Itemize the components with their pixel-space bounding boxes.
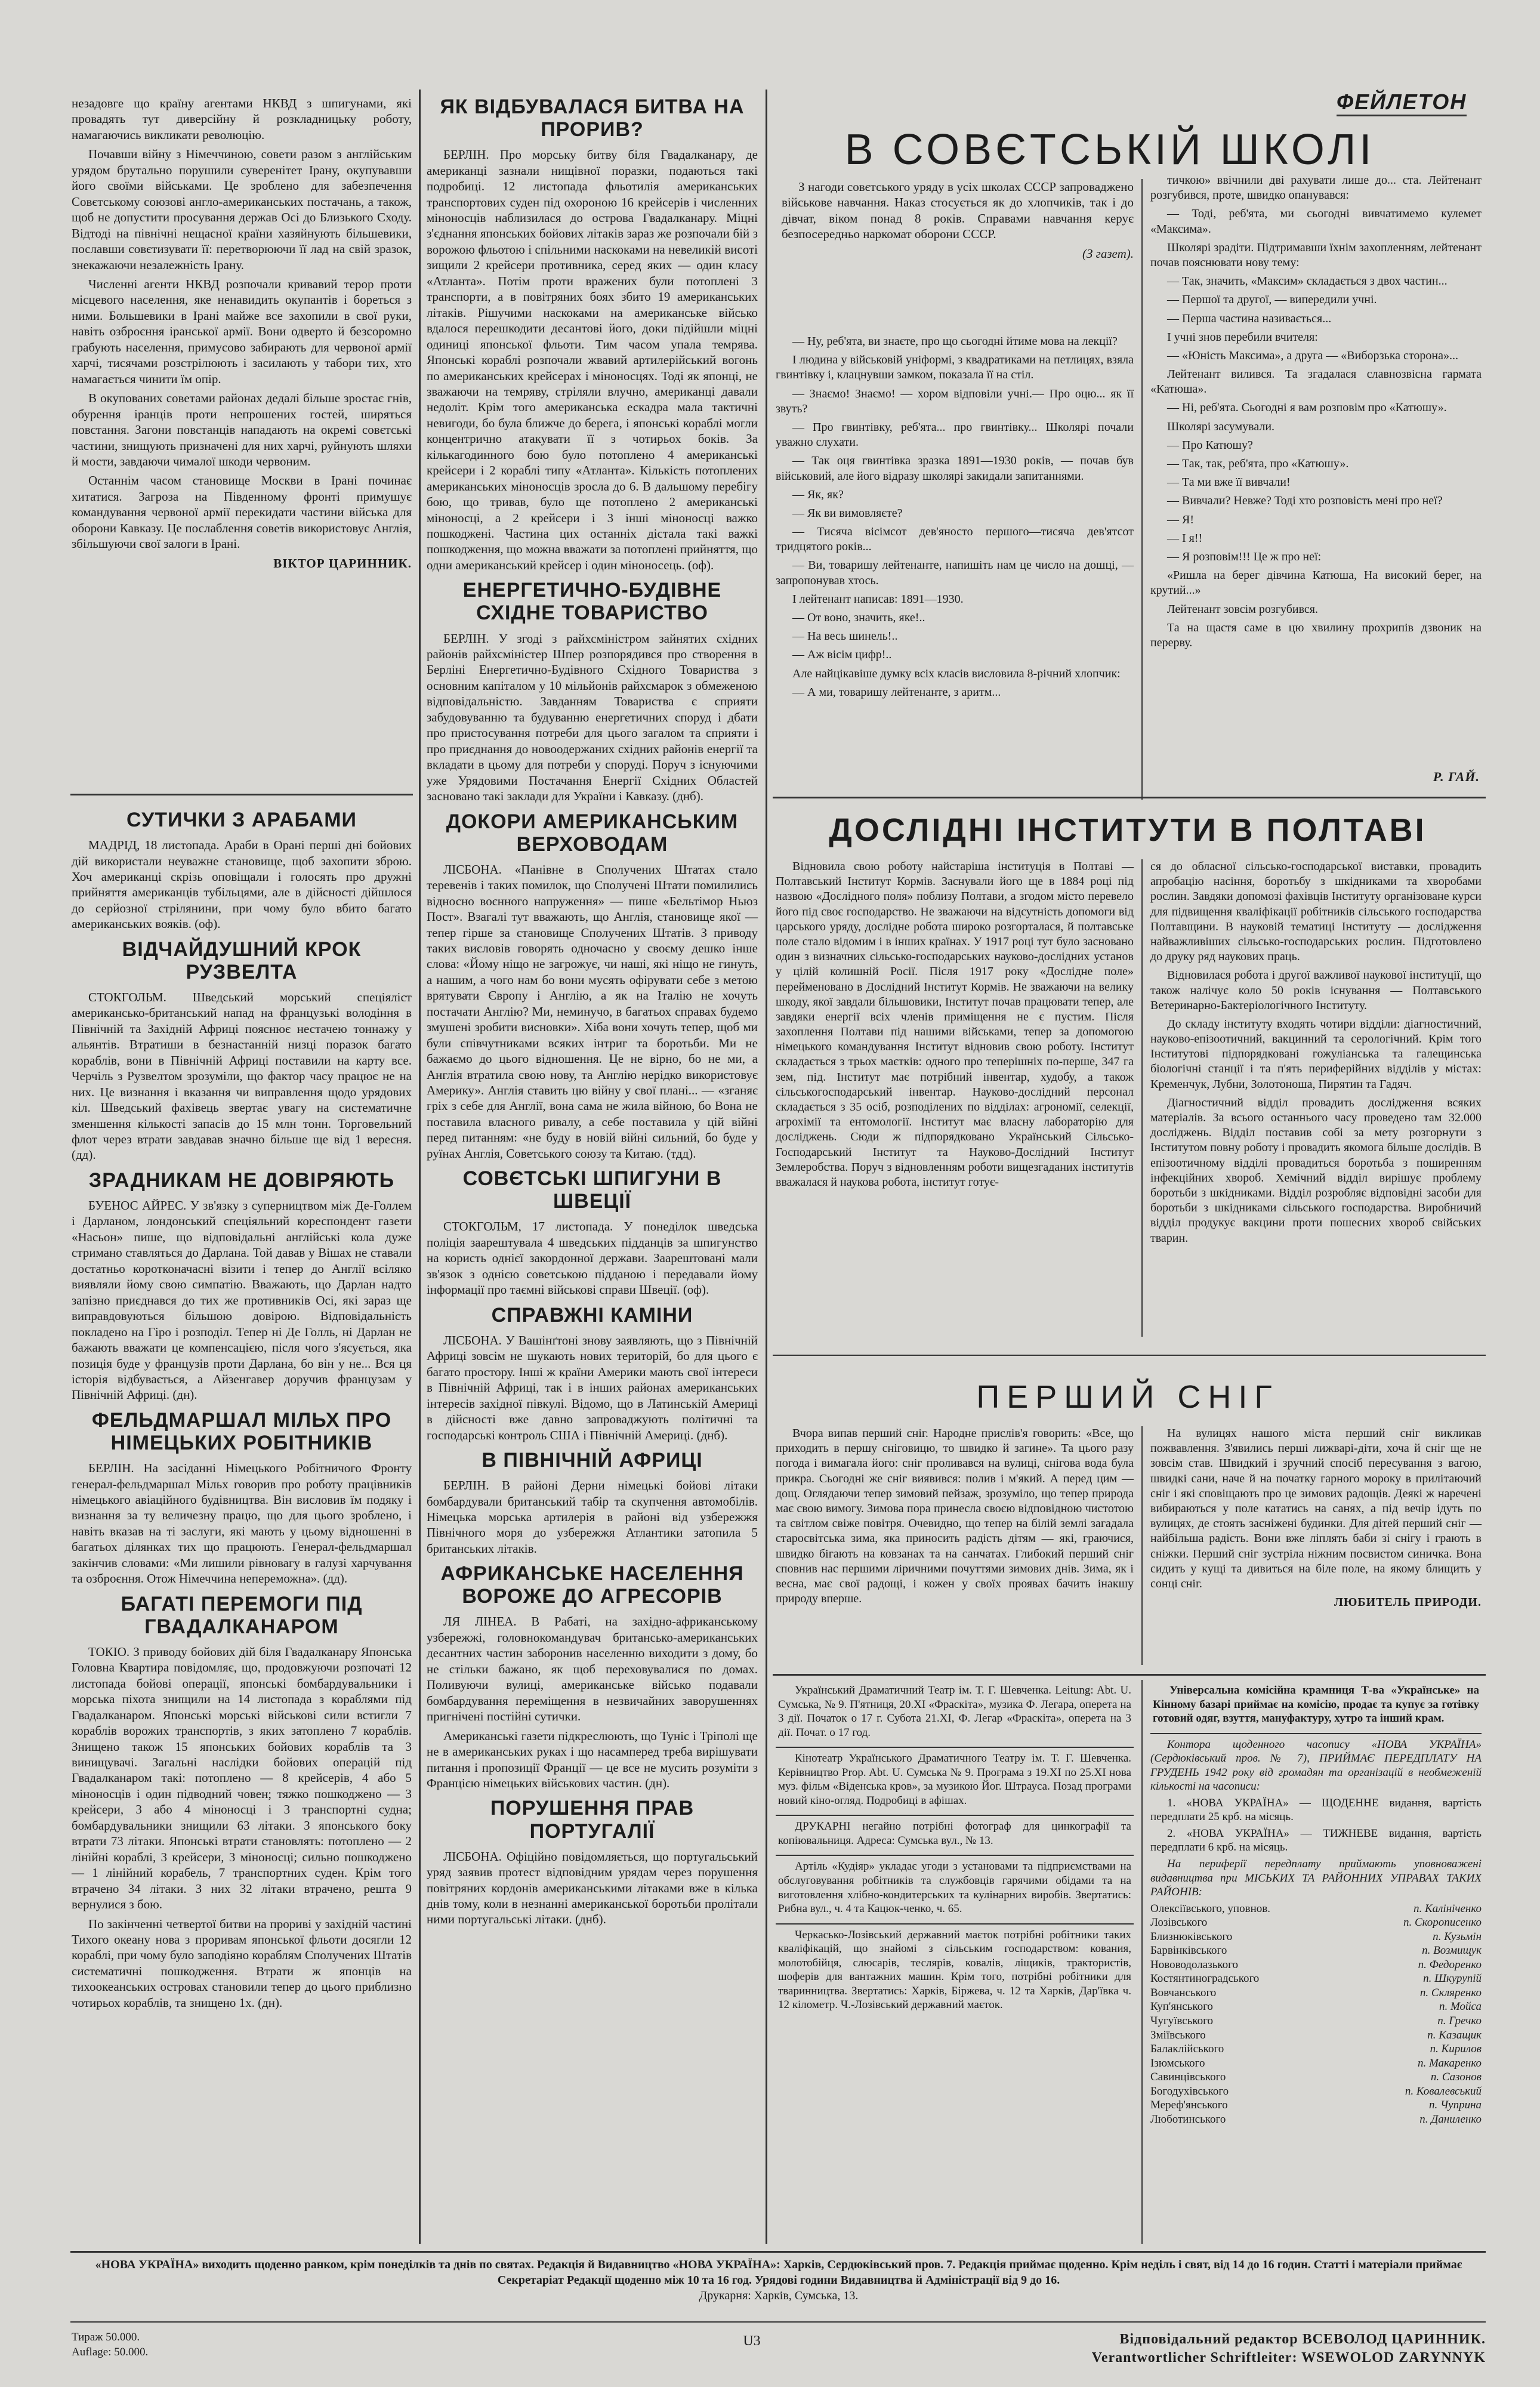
author-signature: Р. ГАЙ.: [1433, 769, 1480, 784]
headline: ЯК ВІДБУВАЛАСЯ БИТВА НА ПРОРИВ?: [440, 95, 745, 141]
district-agent: п. Сазонов: [1430, 2071, 1482, 2084]
ad-subscription: Контора щоденного часопису «НОВА УКРАЇНА» (Сердюківський пров. № 7), ПРИЙМАЄ ПЕРЕДПЛАТУ НА ГРУДЕНЬ 1942 року від громадян та організацій в необмеженій кількості на часописи:: [1150, 1738, 1482, 1793]
dialogue-line: «Ришла на берег дівчина Катюша, На високий берег, на крутий...»: [1150, 569, 1482, 597]
printing-house: Друкарня: Харків, Сумська, 13.: [699, 2289, 859, 2302]
ad-text: Кінотеатр Українського Драматичного Театру ім. Т. Г. Шевченка. Керівництво Prop. Abt. U. Сумська № 9. Програма з 19.XI по 25.XI нова муз. фільм «Віденська кров», за музикою Йог. Штрауса. Позад програми новий кіно-огляд. Подробиці в афішах.: [778, 1752, 1131, 1807]
district-row: [1150, 1916, 1482, 1930]
divider: [773, 1355, 1486, 1356]
dialogue-line: — Перша частина називається...: [1167, 312, 1332, 325]
district-name: Куп'янського: [1150, 2000, 1213, 2013]
column-divider: [766, 90, 767, 2244]
ad-text: Артіль «Кудіяр» укладає угоди з установами та підприємствами на обслуговування робітників та службовців гарячими обідами та на виготовлення хлібно-кондитерських та кулінарних виробів. Звертатись: Рибна вул., ч. 4 та Кацюк-ченко, ч. 65.: [778, 1860, 1131, 1916]
dialogue-line: Лейтенант вилився. Та згадалася славнозвісна гармата «Катюша».: [1150, 368, 1482, 396]
district-agent: п. Скляренко: [1419, 1986, 1482, 1999]
divider: [70, 794, 413, 795]
district-row: [1150, 1986, 1482, 2000]
headline: ЕНЕРГЕТИЧНО-БУДІВНЕ СХІДНЕ ТОВАРИСТВО: [462, 579, 722, 625]
feuilleton-right: [1150, 173, 1482, 654]
dialogue-line: — Ви, товаришу лейтенанте, напишіть нам це число на дошці, — запропонував хтось.: [776, 559, 1134, 587]
district-row: [1150, 2070, 1482, 2084]
district-name: Нововодолазького: [1150, 1958, 1238, 1971]
ad-text: Черкасько-Лозівський державний маєток потрібні робітники таких кваліфікацій, що знайомі з сільським господарством: кования, молотобійця, слюсарів, теслярів, ковалів, ліщиків, трактористів, шоферів для вантажних машин. Крім того, потрібні робітники для тваринництва. Звертатись: Харків, Біржева, ч. 12 та Харків, Дар'ївка ч. 12 кілометр. Ч.-Лозівський державний маєток.: [778, 1928, 1131, 2012]
snow-title: ПЕРШИЙ СНІГ: [976, 1379, 1279, 1415]
dialogue-line: І лейтенант написав: 1891—1930.: [792, 592, 964, 606]
district-row: [1150, 1944, 1482, 1958]
district-agent: п. Скорописенко: [1403, 1916, 1482, 1929]
ad-kinny: [1150, 1680, 1482, 1734]
district-row: [1150, 1930, 1482, 1944]
dialogue-line: — Першої та другої, — випередили учні.: [1167, 293, 1377, 307]
editor-de: Verantwortlicher Schriftleiter: WSEWOLOD ZARYNNYK: [1091, 2350, 1486, 2366]
ad-text: Український Драматичний Театр ім. Т. Г. Шевченка. Leitung: Abt. U. Сумська, № 9. П'ятниця, 20.XI «Фраскіта», музика Ф. Легара, оперета на 3 дії. Початок о 17 г. Субота 21.XI, Ф. Легар «Фраскіта», оперета на 3 дії. Почат. о 17 год.: [778, 1684, 1131, 1739]
author-signature: ВІКТОР ЦАРИННИК.: [273, 556, 412, 570]
article-text: По закінченні четвертої битви на прориві у західній частині Тихого океану нова з проривам японської фльоти досягли 12 кораблі, при чому було заподіяно кораблям Сполучених Штатів систематичні пошкодження. Втрати ж японців на тихоокеанських островах становили тепер до цього приблизно чотирьох кораблів, та знищено 1х. (дн).: [72, 1916, 412, 2010]
column-divider: [1141, 1680, 1143, 2244]
district-list: [1150, 1902, 1482, 2127]
dialogue-line: І людина у військовій уніформі, з квадратиками на петлицях, взяла гвинтівку і, клацнувши замком, показала її на стіл.: [776, 353, 1134, 382]
ads-left: [776, 1680, 1134, 2019]
article-text: БЕРЛІН. У згоді з райхсміністром зайнятих східних районів райхсміністер Шпер розпорядився про створення в Берліні Енергетично-Будівного Східного Товариства з основним капіталом у 10 мільйонів райхсмарок з обмеженою відповідальністю. Завданням Товариства є сприяти забудовуванню та будуванню енергетичних споруд і дбати про пристосування потреби для цього загалом та сприяти і про приєднання до новоодержаних східних районів енергії та вкладати в цьому для потреби у споруді. Поруч з існуючими уже Урядовими Постачання Енергії Східних Областей засновано такі заклади для України і Кавказу. (днб).: [427, 631, 758, 804]
dialogue-line: — Та ми вже її вивчали!: [1167, 476, 1291, 489]
article-text: Відновилася робота і другої важливої наукової інституції, що також налічує коло 50 років існування — Полтавського Ветеринарно-Бактеріологічного Інституту.: [1150, 969, 1482, 1012]
district-row: [1150, 2084, 1482, 2099]
dialogue-line: Школярі засумували.: [1167, 420, 1275, 433]
divider: [70, 2321, 1486, 2323]
headline: ПОРУШЕННЯ ПРАВ ПОРТУГАЛІЇ: [490, 1797, 695, 1843]
dialogue-line: — Тисяча вісімсот дев'яносто першого—тисяча дев'ятсот тридцятого років...: [776, 525, 1134, 554]
ad-item: На периферії передплату приймають уповноважені видавництва при МІСЬКИХ ТА РАЙОННИХ УПРАВАХ ТАКИХ РАЙОНІВ:: [1150, 1858, 1482, 1899]
headline: БАГАТІ ПЕРЕМОГИ ПІД ГВАДАЛКАНАРОМ: [121, 1592, 363, 1638]
headline: СУТИЧКИ З АРАБАМИ: [126, 809, 357, 831]
dialogue-line: — Так оця гвинтівка зразка 1891—1930 років, — почав був військовий, але його відразу школярі закидали запитаннями.: [776, 454, 1134, 483]
dialogue-line: — На весь шинель!..: [792, 630, 898, 643]
ad-cinema: [776, 1748, 1134, 1816]
dialogue-line: Але найцікавіше думку всіх класів висловила 8-річний хлопчик:: [792, 667, 1121, 680]
circulation-de: Auflage: 50.000.: [72, 2345, 149, 2358]
article-text: незадовге що країну агентами НКВД з шпигунами, які провадять тут диверсійну й розкладницьку роботу, намагаючись викликати революцію.: [72, 96, 412, 142]
column-divider: [1141, 179, 1143, 800]
dialogue-line: — Як ви вимовляєте?: [792, 506, 903, 520]
district-name: Лозівського: [1150, 1916, 1208, 1929]
district-name: Зміївського: [1150, 2028, 1206, 2041]
column-1-lower: [72, 803, 412, 2014]
dialogue-line: — Знаємо! Знаємо! — хором відповіли учні.— Про оцю... як її звуть?: [776, 387, 1134, 415]
article-text: СТОКГОЛЬМ. Шведський морський спеціяліст американсько-британський напад на французькі володіння в Північній та Західній Африці пояснює нестачею тоннажу у альянтів. Втратиши в безнастанній низці поразок багато кораблів, вони в Північній Африці поставили на карту все. Черчіль з Рузвелтом зрозуміли, що фактор часу працює не на них. Це визнання і вказання чи виправлення щодо урядових кіл. Шведський фахівець звертає увагу на систематичне зменшення кількості запасів до 15 млн тонн. Торговельний флот через втрати завдавав значно більше ще від 1 вересня. (дд).: [72, 989, 412, 1162]
district-agent: п. Федоренко: [1418, 1958, 1482, 1971]
headline: ЗРАДНИКАМ НЕ ДОВІРЯЮТЬ: [88, 1168, 395, 1192]
epigraph: [782, 179, 1134, 261]
article-text: МАДРІД, 18 листопада. Араби в Орані перші дні бойових дій використали неуважне становище, щоб захопити зброю. Хоч американці скрізь оповіщали і голосять про дружні прийняття американців тубільцями, але в дійсності дійшлося до серйозної стрілянини, при чому було вбито багато американських вояків. (оф).: [72, 838, 412, 932]
dialogue-line: Школярі зрадіти. Підтримавши їхнім захопленням, лейтенант почав пояснювати нову тему:: [1150, 240, 1482, 269]
ad-item: 1. «НОВА УКРАЇНА» — ЩОДЕННЕ видання, вартість передплати 25 крб. на місяць.: [1150, 1796, 1482, 1824]
ad-cherkasy: [776, 1925, 1134, 2019]
article-text: Вчора випав перший сніг. Народне прислів'я говорить: «Все, що приходить в першу сніговицю, то швидко й загине». Та цього разу погода і вимагала його: сніг проливався на вулиці, снігова вода була прикра. Сьогодні же сніг виявився: полив і м'який. А перед цим — дощ. Оглядаючи тепер зимовий пейзаж, зрозуміло, що тепер природа має свою вимогу. Зимова пора принесла своєю відповідною чистотою та світлом свіже повітря. Очевидно, що тепер на білій землі загадала старосвітська зима, яка приносить радість дітям — які, граючися, швидко бігають на ковзанах та на санчатах. Глибокий перший сніг сповнив нас першими ліричними почуттями зимових днів. Зима, як і весна, має свої радощі, і кожен у своїх проявах бачить інакшу природу вперше.: [776, 1427, 1134, 1606]
column-1: [72, 95, 412, 571]
poltava-title: ДОСЛІДНІ ІНСТИТУТИ В ПОЛТАВІ: [829, 812, 1427, 848]
district-agent: п. Калініченко: [1414, 1902, 1482, 1915]
district-agent: п. Даниленко: [1419, 2112, 1482, 2126]
column-divider: [1141, 859, 1143, 1337]
ad-theatre: [776, 1680, 1134, 1748]
headline: СПРАВЖНІ КАМІНИ: [491, 1303, 693, 1327]
ad-artil: [776, 1856, 1134, 1924]
dialogue-line: — Так, значить, «Максим» складається з двох частин...: [1167, 275, 1448, 288]
article-text: ЛІСБОНА. «Панівне в Сполучених Штатах стало теревенів і таких помилок, що Сполучені Штати помилились відносно воєнного напруження» — пише «Бельтімор Ньюз Пост». Взагалі тут вважають, що Англія, становище якої — тепер гірше за становище Сполучених Штатів. З приводу таких висловів говорять одночасно у своєму дешко інше слова: «Йому ніщо не загрожує, чи наші, які ніщо не гинуть, а нашим, а чого нам бо вони мусять офірувати себе з метою врятувати Європу і Англію, а як на Італію не хочуть постачати Англію? Ми, неминучо, в багатьох справах будемо змушені зробити висновки». Хіба вони хочуть тепер, щоб ми були співчутниками всяких інтриг та боротьби. Ми не бажаємо до цього відношення. Це не вірно, бо не ми, а Англія втратила свою нову, та Англію нерідко використовує Америку». Англія ставить цю війну у свої плані... — «зганяє гріх з себе для Англії, вона сама не жила війною, бо Вона не поставила власного ривалу, а себе поставила у цій війні перед питанням: «не буду в новій війні сильний, бо буде у руїнах Англія, Советського союзу та Китаю. (тдд).: [427, 862, 758, 1161]
dialogue-line: І учні знов перебили вчителя:: [1167, 330, 1318, 344]
article-text: Останнім часом становище Москви в Ірані починає хитатися. Загроза на Південному фронті примушує командування червоної армії перекидати частини війська для оборони Кавказу. Це послаблення советів використовує Англія, збільшуючи свої залоги в Ірані.: [72, 473, 412, 551]
district-agent: п. Кузьмін: [1433, 1930, 1482, 1943]
dialogue-line: Лейтенант зовсім розгубився.: [1167, 602, 1318, 616]
district-agent: п. Возмищук: [1422, 1944, 1482, 1957]
poltava-right: [1150, 859, 1482, 1250]
dialogue-line: — А ми, товаришу лейтенанте, з аритм...: [792, 685, 1001, 699]
dialogue-line: — Тоді, реб'ята, ми сьогодні вивчатимемо кулемет «Максима».: [1150, 207, 1482, 236]
district-row: [1150, 1972, 1482, 1986]
district-agent: п. Макаренко: [1418, 2056, 1482, 2070]
district-name: Ізюмського: [1150, 2056, 1205, 2070]
article-text: ЛІСБОНА. Офіційно повідомляється, що португальський уряд заявив протест відповідним урядам через порушення повітряних кордонів американськими літаками вже в кілька днів тому, коли в незнанні американської боротьби пролітали ними португальські літаки. (днб).: [427, 1849, 758, 1927]
district-agent: п. Чуприна: [1429, 2099, 1482, 2112]
district-name: Савинцівського: [1150, 2071, 1226, 2084]
headline: В ПІВНІЧНІЙ АФРИЦІ: [482, 1448, 703, 1472]
article-text: ТОКІО. З приводу бойових дій біля Гвадалканару Японська Головна Квартира повідомляє, що, продовжуючи розпочаті 12 листопада бойові операції, японські бомбардувальники і морська піхота знищили на 14 листопада з кораблями під Гвадалканаром. Японські морські військові сили встигли 7 кораблів ворожих транспортів, з яких затоплено 7 кораблів. Знищено також 15 японських бойових кораблів та 3 винищувачі. Загальні наслідки бойових операцій під Гвадалканаром такі: потоплено — 8 крейсерів, 4 або 5 міноносців і один підводний човен; тяжко пошкоджено — 3 крейсери, 3 або 4 міноносці і 3 транспортні судна; бомбардувальники знищили 63 літаки. З японського боку втрати 73 літаки. Японські втрати становлять: потоплено — 2 лінійні кораблі, 3 крейсери, 3 міноносці; сильно пошкоджено — 1 лінійний корабель, 7 транспортних суден. Крім того втрачено 34 літаки. З них 32 літаки втрачено, решта 9 вернулися з бою.: [72, 1644, 412, 1912]
district-name: Мереф'янського: [1150, 2099, 1228, 2112]
article-text: На вулицях нашого міста перший сніг викликав пожвавлення. З'явились перші лижварі-діти, хоча й сніг ще не зовсім став. Швидкий і зручний спосіб пересування з вагою, швидкі сани, наче й на початку гарного мороку в прилітаючий сніг і які сповіщають про це зимових радощів. Деякі ж наречені вибираються у поле кататись на санях, а під вечір ідуть по вулицях, де стоять засніжені будинки. Для дітей перший сніг — найбільша радість. Вони вже ліплять баби зі снігу і грають в сніжки. Перший сніг зустріла ніжним посвистом синичка. Вона сидить у кущі та дивиться на біле поле, на якому блищить у сонці сніг.: [1150, 1427, 1482, 1590]
district-row: [1150, 2056, 1482, 2071]
district-name: Олексіївського, уповнов.: [1150, 1902, 1270, 1915]
dialogue-line: Та на щастя саме в цю хвилину прохрипів дзвоник на перерву.: [1150, 621, 1482, 649]
article-text: БУЕНОС АЙРЕС. У зв'язку з суперництвом між Де-Голлем і Дарланом, лондонський спеціяльний кореспондент газети «Насьон» пише, що відповідальні англійські кола дуже стримано ставляться до Дарлана. Той давав у Вішах не ставали достатньо коротконачасні візити і тепер до Англії всіляко виявляли йому свою симпатію. Вважають, що Дарлан надто запізно приєднався до тих же противників Осі, які зараз ще виправдовуються більшою довірою. Відповідальність покладено на Гіро і розподіл. Тепер ні Де Голль, ні Дарлан не бажають вважати це компенсацією, після чого з'ясується, яка позиція буде у французів проти Дарлана, бо він у не... Вся ця історія відбувається, а Айзенгавер доручив французам у Північній Африці. (дн).: [72, 1198, 412, 1402]
article-text: В окупованих советами районах дедалі більше зростає гнів, обурення іранців проти непрошених гостей, ширяться повстання. Загони повстанців нападають на окремі совєтські частини, знищують призначені для них харчі, руйнують шляхи й мости, завдаючи чималої шкоди червоним.: [72, 391, 412, 468]
district-name: Вовчанського: [1150, 1986, 1217, 1999]
article-text: БЕРЛІН. На засіданні Німецького Робітничого Фронту генерал-фельдмаршал Мільх говорив про роботу працівників німецького авіаційного будівництва. Він висловив їм подяку і визнання за ту величезну працю, що для цього зроблено, і навіть вказав на ті заслуги, які мають у цьому відношенні в багатьох ділянках тих що працюють. Генерал-фельдмаршал закінчив словами: «Ми лишили рівновагу в галузі харчування та озброєння. Отож Німеччина непереможна». (дд).: [72, 1461, 412, 1586]
ad-printers: [776, 1816, 1134, 1856]
dialogue-line: тичкою» ввічнили дві рахувати лише до... ста. Лейтенант розгубився, проте, швидко опанувався:: [1150, 174, 1482, 202]
editor: [895, 2330, 1486, 2367]
dialogue-line: — Вивчали? Невже? Тоді хто розповість мені про неї?: [1167, 494, 1443, 508]
circulation: [72, 2330, 251, 2360]
dialogue-line: — Так, так, реб'ята, про «Катюшу».: [1167, 457, 1349, 470]
dialogue-line: — І я!!: [1167, 531, 1203, 545]
dialogue-line: — Аж вісім цифр!..: [792, 648, 892, 662]
district-row: [1150, 1958, 1482, 1972]
snow-right: [1150, 1426, 1482, 1610]
epigraph-text: З нагоди совєтського уряду в усіх школах СССР запроваджено військове навчання. Наказ стосується як до хлопчиків, так і до дівчат, віком понад 8 років. Справами навчання керує безпосередньо наркомат оборони СССР.: [782, 180, 1134, 242]
dialogue-line: — Ну, реб'ята, ви знаєте, про що сьогодні йтиме мова на лекції?: [792, 335, 1118, 348]
dialogue-line: — От воно, значить, яке!..: [792, 611, 925, 624]
editor-ua: Відповідальний редактор ВСЕВОЛОД ЦАРИННИК.: [1119, 2332, 1486, 2347]
article-text: Діагностичний відділ провадить дослідження всяких матеріалів. За всього останнього часу проведено там 32.000 досліджень. Відділ поставив собі за мету розгорнути з Інститутом повну роботу і провадить якомога більше дослідів. В епізоотичному відділі провадиться боротьба з поширенням інфекційних хвороб. Хемічний відділ вирішує проблему боротьби з шкідниками. Відділ розробляє відповідні засоби для боротьби з шкідниками сільського господарства. Виробничий відділ продукує вакцини проти пошесних хвороб свійських тварин.: [1150, 1096, 1482, 1245]
article-text: СТОКГОЛЬМ, 17 листопада. У понеділок шведська поліція заарештувала 4 шведських підданців за шпигунство на користь однієї закордонної держави. Заарештовані мали зв'язок з однією советською підданою і передавали йому інформації про таємні військові справи Швеції. (оф).: [427, 1219, 758, 1297]
article-text: БЕРЛІН. Про морську битву біля Гвадалканару, де американці зазнали нищівної поразки, подаються такі подробиці. 12 листопада фльотилія американських транспортових суден під охороною 16 крейсерів і численних міноносців наблизилася до острова Гвадалканару. Міцні з'єднання японських бойових літаків зараз же розпочали бій з ворожою фльотою і спільними наскоками на невеликій висоті зищили 2 крейсери противника, серед яких — один класу «Атланта». Потім проти вражених були потоплені 3 транспорти, а в повітряних боях збито 19 американських літаків. Рішучими наскоками на американське військо вдалося перешкодити десантові його, доки підійшли міцні одиниці японської фльоти. Тим часом упала темрява. Японські кораблі розпочали жвавий артилерійський вогонь по американських крейсерах і міноносцях. Тоді як японці, не зважаючи на темряву, стріляли влучно, американці давали недоліт. Крім того американська ескадра мала тактичні невигоди, бо була ближче до берега, і японські кораблі могли концентрично атакувати її з чотирьох боків. За кількагодинного бою було потоплено 4 американські крейсери і 2 кораблі типу «Атланта». Кількість потоплених американських міноносців зросла до 6. В дальшому перебігу бою, що тривав, було ще потоплено 2 американські міноносці, а 2 крейсери і 3 інші міноносці важко пошкоджені. Частина цих останніх дістала такі важкі пошкодження, що можна вважати за потоплені прийняття, що одни американський крейсер і один міноносець. (оф).: [427, 147, 758, 572]
district-agent: п. Казащик: [1427, 2028, 1482, 2041]
dialogue-line: — Як, як?: [792, 488, 844, 501]
headline: СОВЄТСЬКІ ШПИГУНИ В ШВЕЦІЇ: [462, 1167, 722, 1213]
district-row: [1150, 2042, 1482, 2056]
article-text: Відновила свою роботу найстаріша інституція в Полтаві — Полтавський Інститут Кормів. Заснували його ще в 1884 році під назвою «Дослідного поля» поблизу Полтави, а згодом місто перевело його під своє господарство. Не зважаючи на відсутність допомоги від царського уряду, дослідне робота широко розгорталася, й полтавське поле стало відомим і в інших країнах. У 1917 році тут було засновано один з визначних сільсько-господарських науково-дослідних установ у цілій колишній Росії. Після 1917 року «Дослідне поле» перейменовано в Дослідний Інститут Кормів. Не зважаючи на велику шкоду, якої завдали більшовики, Інститут почав працювати тепер, але завдяки енергії всіх членів приміщення не є пустим. Після захоплення Полтави під нашими військами, тепер за допомогою німецького командування Інститут відновив свою роботу. Інститут складається з трьох маєтків: одного про теперішніх по-перше, 347 га зем, під. Інститут має потрібний інвентар, худобу, а також сільськогосподарський інвентар. Науково-дослідний персонал складається з 35 осіб, розподілених по відділах: агрономії, селекції, агрохімії та ентомології. Інститут має власну лабораторію для досліджень. Сюди ж підпорядковано Український Сільсько-Господарський Інститут та Науково-Дослідний Інститут Землеробства. Поруч з відновленням роботи вищезгаданих інститутів вважалася й наукова робота, інститут готує-: [776, 860, 1134, 1189]
district-name: Близнюківського: [1150, 1930, 1233, 1943]
ads-right: [1150, 1680, 1482, 2126]
dialogue-line: — Я!: [1167, 513, 1194, 526]
dialogue-line: — Про Катюшу?: [1167, 438, 1253, 452]
divider: [773, 797, 1486, 798]
section-tag: ФЕЙЛЕТОН: [1337, 90, 1467, 116]
district-row: [1150, 2000, 1482, 2014]
article-text: БЕРЛІН. В районі Дерни німецькі бойові літаки бомбардували британський табір та скупчення автомобілів. Німецька морська артилерія в районі від узбережжя Північного моря до узбережжя Атлантики затопила 5 британських літаків.: [427, 1478, 758, 1556]
article-text: До складу інституту входять чотири відділи: діагностичний, науково-епізоотичний, вакцинний та серологічний. Крім того Інститутові підпорядковані гожуліанська та галещинська біологічні станції і та п'ять периферійних відділів у містах: Кременчук, Лубни, Золотоноша, Пирятин та Гадяч.: [1150, 1017, 1482, 1091]
headline: АФРИКАНСЬКЕ НАСЕЛЕННЯ ВОРОЖЕ ДО АГРЕСОРІВ: [440, 1562, 744, 1608]
headline: ДОКОРИ АМЕРИКАНСЬКИМ ВЕРХОВОДАМ: [446, 810, 739, 856]
article-text: ся до обласної сільсько-господарської виставки, провадить апробацію насіння, боротьбу з шкідниками та хворобами рослин. Завдяки допомозі фахівців Інституту організоване курси для підвищення кваліфікації робітників сільського господарства Полтавщини. В науковій тематиці Інституту — дослідження найважливіших сільсько-господарських рослин. Підготовлено до друку ряд наукових праць.: [1150, 860, 1482, 964]
article-text: Почавши війну з Німеччиною, совети разом з англійським урядом брутально порушили суверенітет Ірану, окупувавши його своїми військами. Це зроблено для забезпечення Совєтському союзові англо-американських постачань, а також, щоб не допустити просування держав Осі до Близького Сходу. Відтоді на північні нещасної країни хазяйнують більшевики, пославши совєтизувати її: перетворюючи її лад на свій зразок, знекажаючи незалежність Ірану.: [72, 147, 412, 272]
headline: ФЕЛЬДМАРШАЛ МІЛЬХ ПРО НІМЕЦЬКИХ РОБІТНИКІВ: [91, 1408, 392, 1454]
district-name: Чугуївського: [1150, 2015, 1213, 2028]
district-name: Люботинського: [1150, 2112, 1226, 2126]
article-text: ЛІСБОНА. У Вашінґтоні знову заявляють, що з Північній Африці зовсім не шукають нових територій, бо для цього є багато простору. Інші ж країни Америки мають свої інтереси в Північній Африці, так і в інших районах американських інтересів західної півкулі. Відомо, що в Латинській Америці в дійсності вже давно запроваджують політичні та господарські контроль США і Північній Америці. (днб).: [427, 1333, 758, 1442]
divider: [773, 1674, 1486, 1676]
district-agent: п. Гречко: [1437, 2015, 1482, 2028]
district-agent: п. Ковалевський: [1405, 2084, 1482, 2098]
column-divider: [1141, 1426, 1143, 1665]
poltava-left: [776, 859, 1134, 1194]
dialogue-line: — «Юність Максима», а друга — «Виборзька сторона»...: [1167, 349, 1458, 362]
dialogue-line: — Ні, реб'ята. Сьогодні я вам розповім про «Катюшу».: [1167, 401, 1447, 415]
district-row: [1150, 2014, 1482, 2028]
district-row: [1150, 2028, 1482, 2043]
district-name: Балаклійського: [1150, 2043, 1224, 2056]
dialogue-line: — Я розповім!!! Це ж про неї:: [1167, 550, 1322, 563]
imprint: [72, 2257, 1486, 2303]
district-agent: п. Шкурупій: [1423, 1972, 1482, 1985]
epigraph-source: (З газет).: [1082, 246, 1134, 261]
page-code: U3: [743, 2333, 761, 2349]
snow-left: [776, 1426, 1134, 1610]
district-name: Богодухівського: [1150, 2084, 1229, 2098]
article-text: Численні агенти НКВД розпочали кривавий терор проти місцевого населення, яке ненавидить окупантів і бореться з ними. Большевики в Ірані майже все захопили в свої руки, навіть озброєння іранської армії. Вони одверто й безсоромно грабують населення, примусово забирають для червоної армії харчі, тисячами розстрілюють і засилають у табори тих, хто намагається чинити їм опір.: [72, 276, 412, 386]
district-agent: п. Кирилов: [1430, 2043, 1482, 2056]
district-agent: п. Мойса: [1439, 2000, 1482, 2013]
article-text: Американські газети підкреслюють, що Туніс і Тріполі ще не в американських руках і що насамперед треба вирішувати питання і пропозиції Франції — це все не мусить розуміти з Францією німецьких військових частин. (дн).: [427, 1728, 758, 1790]
author-signature: ЛЮБИТЕЛЬ ПРИРОДИ.: [1334, 1596, 1482, 1609]
district-name: Барвінківського: [1150, 1944, 1227, 1957]
ad-text: ДРУКАРНІ негайно потрібні фотограф для цинкографії та копіювальниця. Адреса: Сумська вул., № 13.: [778, 1820, 1131, 1847]
district-row: [1150, 2112, 1482, 2127]
ad-text: Універсальна комісійна крамниця Т-ва «Українське» на Кінному базарі приймає на комісію, продає та купує за готівку готовий одяг, взуття, мануфактуру, хутро та інший крам.: [1153, 1684, 1479, 1725]
ad-item: 2. «НОВА УКРАЇНА» — ТИЖНЕВЕ видання, вартість передплати 6 крб. на місяць.: [1150, 1827, 1482, 1854]
circulation-ua: Тираж 50.000.: [72, 2331, 140, 2343]
dialogue-line: — Про гвинтівку, реб'ята... про гвинтівку... Школярі почали уважно слухати.: [776, 420, 1134, 449]
imprint-text: «НОВА УКРАЇНА» виходить щоденно ранком, крім понеділків та днів по святах. Редакція й Видавництво «НОВА УКРАЇНА»: Харків, Сердюківський пров. 7. Редакція приймає щоденно. Крім неділь і свят, від 14 до 16 годин. Статті і матеріали приймає Секретаріат Редакції щоденно між 10 та 16 год. Урядові години Видавництва й Адміністрації від 9 до 16.: [95, 2258, 1462, 2287]
feuilleton-left: [776, 334, 1134, 704]
column-2: [427, 90, 758, 1931]
district-name: Костянтиноградського: [1150, 1972, 1260, 1985]
headline: ВІДЧАЙДУШНИЙ КРОК РУЗВЕЛТА: [122, 937, 362, 983]
feuilleton-title: В СОВЄТСЬКІЙ ШКОЛІ: [844, 126, 1375, 174]
divider: [70, 2251, 1486, 2253]
district-row: [1150, 2098, 1482, 2112]
district-row: [1150, 1902, 1482, 1916]
article-text: ЛЯ ЛІНЕА. В Рабаті, на західно-африканському узбережжі, головнокомандувач британсько-американських десантних частин заборонив населенню виходити з дому, бо не стільки бажано, як щоб переховувалися по домах. Поливуючи вулиці, американське військо подавали бомбардування переміщення в незвичайних заворушеннях пригнічені постійні сутички.: [427, 1614, 758, 1724]
column-divider: [419, 90, 421, 2244]
